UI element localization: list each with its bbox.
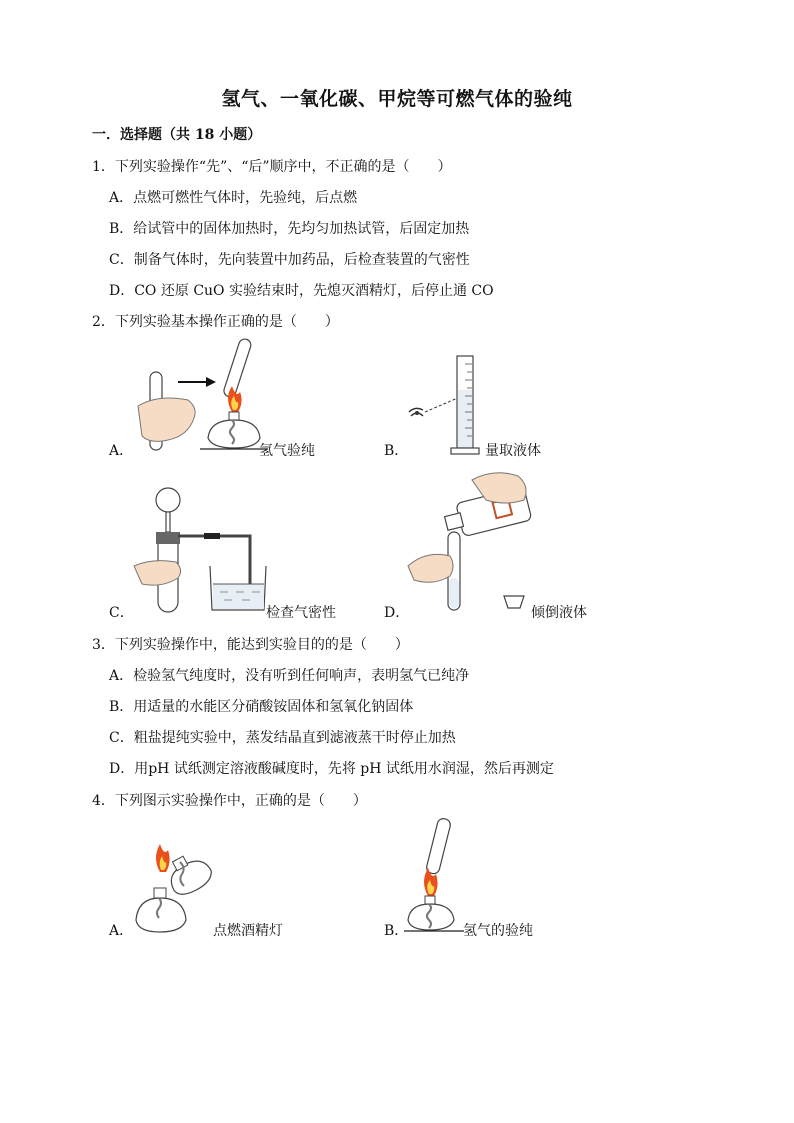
figure-2b-caption: 量取液体 bbox=[485, 443, 541, 459]
question-1-option-a: A．点燃可燃性气体时，先验纯，后点燃 bbox=[109, 190, 358, 206]
figure-2d-image bbox=[406, 458, 536, 618]
section-heading: 一．选择题（共 18 小题） bbox=[92, 127, 262, 143]
figure-4b-image bbox=[404, 816, 468, 936]
figure-2d-caption: 倾倒液体 bbox=[531, 605, 587, 621]
question-1-option-c: C．制备气体时，先向装置中加药品，后检查装置的气密性 bbox=[109, 252, 470, 268]
figure-2b-letter: B． bbox=[384, 443, 409, 459]
figure-2d-letter: D． bbox=[384, 605, 410, 621]
figure-4a-image bbox=[128, 838, 224, 942]
question-3-option-d: D．用pH 试纸测定溶液酸碱度时，先将 pH 试纸用水润湿，然后再测定 bbox=[109, 761, 554, 777]
figure-4a-letter: A． bbox=[109, 923, 134, 939]
question-4-stem: 4．下列图示实验操作中，正确的是（ ） bbox=[92, 793, 367, 809]
question-1-option-b: B．给试管中的固体加热时，先均匀加热试管，后固定加热 bbox=[109, 221, 470, 237]
question-2-stem: 2．下列实验基本操作正确的是（ ） bbox=[92, 314, 339, 330]
figure-2a-caption: 氢气验纯 bbox=[259, 443, 315, 459]
question-3-option-b: B．用适量的水能区分硝酸铵固体和氢氧化钠固体 bbox=[109, 699, 414, 715]
question-3-option-a: A．检验氢气纯度时，没有听到任何响声，表明氢气已纯净 bbox=[109, 668, 470, 684]
question-3-stem: 3．下列实验操作中，能达到实验目的的是（ ） bbox=[92, 637, 409, 653]
figure-4b-caption: 氢气的验纯 bbox=[463, 923, 533, 939]
figure-2c-caption: 检查气密性 bbox=[266, 605, 336, 621]
figure-2c-image bbox=[132, 484, 268, 614]
question-3-option-c: C．粗盐提纯实验中，蒸发结晶直到滤液蒸干时停止加热 bbox=[109, 730, 456, 746]
figure-2b-image bbox=[405, 350, 485, 458]
figure-4a-caption: 点燃酒精灯 bbox=[213, 923, 283, 939]
figure-2a-letter: A． bbox=[109, 443, 134, 459]
figure-4b-letter: B． bbox=[384, 923, 409, 939]
question-1-stem: 1．下列实验操作“先”、“后”顺序中，不正确的是（ ） bbox=[92, 159, 452, 175]
figure-2c-letter: C． bbox=[109, 605, 134, 621]
question-1-option-d: D．CO 还原 CuO 实验结束时，先熄灭酒精灯，后停止通 CO bbox=[109, 283, 494, 299]
page-title: 氢气、一氧化碳、甲烷等可燃气体的验纯 bbox=[221, 88, 573, 110]
figure-2a-image bbox=[128, 336, 268, 461]
